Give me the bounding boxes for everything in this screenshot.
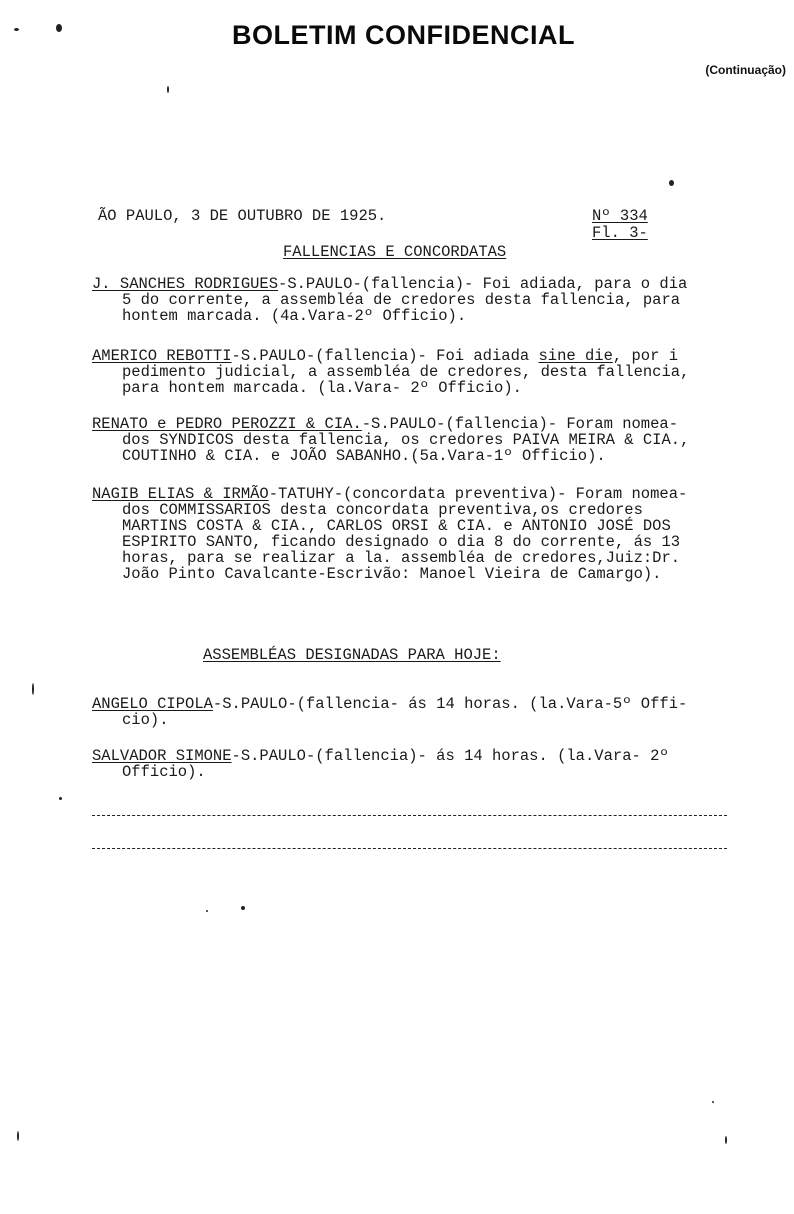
- scan-speck: [206, 910, 208, 912]
- hearing-text: -S.PAULO-(fallencia- ás 14 horas. (la.Vara-5º Offi-: [212, 695, 688, 713]
- scan-speck: [17, 1131, 19, 1141]
- entry-text: -S.PAULO-(fallencia)- Foi adiada: [231, 347, 539, 365]
- entry-text: para hontem marcada. (la.Vara- 2º Officio).: [122, 379, 522, 397]
- dashed-rule: [92, 815, 727, 816]
- scan-speck: [14, 28, 19, 31]
- hearing-text: -S.PAULO-(fallencia)- ás 14 horas. (la.Vara- 2º: [231, 747, 669, 765]
- scan-speck: [32, 683, 34, 695]
- entry-name: J. SANCHES RODRIGUES: [92, 275, 279, 293]
- entry-text: dos COMMISSARIOS desta concordata preventiva,os credores: [122, 501, 643, 519]
- entry-name: AMERICO REBOTTI: [92, 347, 232, 365]
- hearing-text: cio).: [122, 711, 169, 729]
- bulletin-title: BOLETIM CONFIDENCIAL: [232, 20, 575, 50]
- entry-text: dos SYNDICOS desta fallencia, os credores PAIVA MEIRA & CIA.,: [122, 431, 690, 449]
- scan-speck: [712, 1101, 714, 1103]
- section-title-fallencias: FALLENCIAS E CONCORDATAS: [283, 243, 507, 261]
- hearing-angelo-cipola: [92, 696, 742, 728]
- hearing-text: Officio).: [122, 763, 206, 781]
- entry-sanches-rodrigues: [92, 276, 742, 324]
- entry-nagib-elias: [92, 486, 742, 582]
- issue-number: Nº 334: [592, 207, 648, 225]
- entry-text: horas, para se realizar a la. assembléa de credores,Juiz:Dr.: [122, 549, 681, 567]
- entry-text: MARTINS COSTA & CIA., CARLOS ORSI & CIA. e ANTONIO JOSÉ DOS: [122, 517, 671, 535]
- continuation-note: (Continuação): [705, 63, 786, 77]
- entry-name: NAGIB ELIAS & IRMÃO: [92, 485, 269, 503]
- entry-text: João Pinto Cavalcante-Escrivão: Manoel Vieira de Camargo).: [122, 565, 662, 583]
- section-title-assembleas: ASSEMBLÉAS DESIGNADAS PARA HOJE:: [203, 646, 501, 664]
- entry-latin-phrase: sine die: [538, 347, 613, 365]
- entry-text: -TATUHY-(concordata preventiva)- Foram nomea-: [268, 485, 688, 503]
- scan-speck: [167, 86, 169, 93]
- scan-speck: [241, 906, 245, 910]
- folio-number: Fl. 3-: [592, 224, 648, 242]
- entry-text: -S.PAULO-(fallencia)- Foram nomea-: [361, 415, 679, 433]
- entry-text: -S.PAULO-(fallencia)- Foi adiada, para o dia: [278, 275, 688, 293]
- entry-text: ESPIRITO SANTO, ficando designado o dia 8 do corrente, ás 13: [122, 533, 681, 551]
- scan-speck: [669, 180, 674, 186]
- entry-text: hontem marcada. (4a.Vara-2º Officio).: [122, 307, 467, 325]
- dashed-rule: [92, 848, 727, 849]
- dateline: ÃO PAULO, 3 DE OUTUBRO DE 1925.: [98, 207, 387, 225]
- hearing-name: ANGELO CIPOLA: [92, 695, 213, 713]
- hearing-salvador-simone: [92, 748, 742, 780]
- scan-speck: [59, 797, 62, 800]
- entry-perozzi: [92, 416, 742, 464]
- entry-text: pedimento judicial, a assembléa de credores, desta fallencia,: [122, 363, 690, 381]
- entry-americo-rebotti: [92, 348, 742, 396]
- hearing-name: SALVADOR SIMONE: [92, 747, 232, 765]
- scan-speck: [56, 24, 62, 32]
- entry-text: COUTINHO & CIA. e JOÃO SABANHO.(5a.Vara-1º Officio).: [122, 447, 606, 465]
- entry-name: RENATO e PEDRO PEROZZI & CIA.: [92, 415, 362, 433]
- entry-text: 5 do corrente, a assembléa de credores desta fallencia, para: [122, 291, 681, 309]
- entry-text: , por i: [612, 347, 679, 365]
- scan-speck: [725, 1136, 727, 1144]
